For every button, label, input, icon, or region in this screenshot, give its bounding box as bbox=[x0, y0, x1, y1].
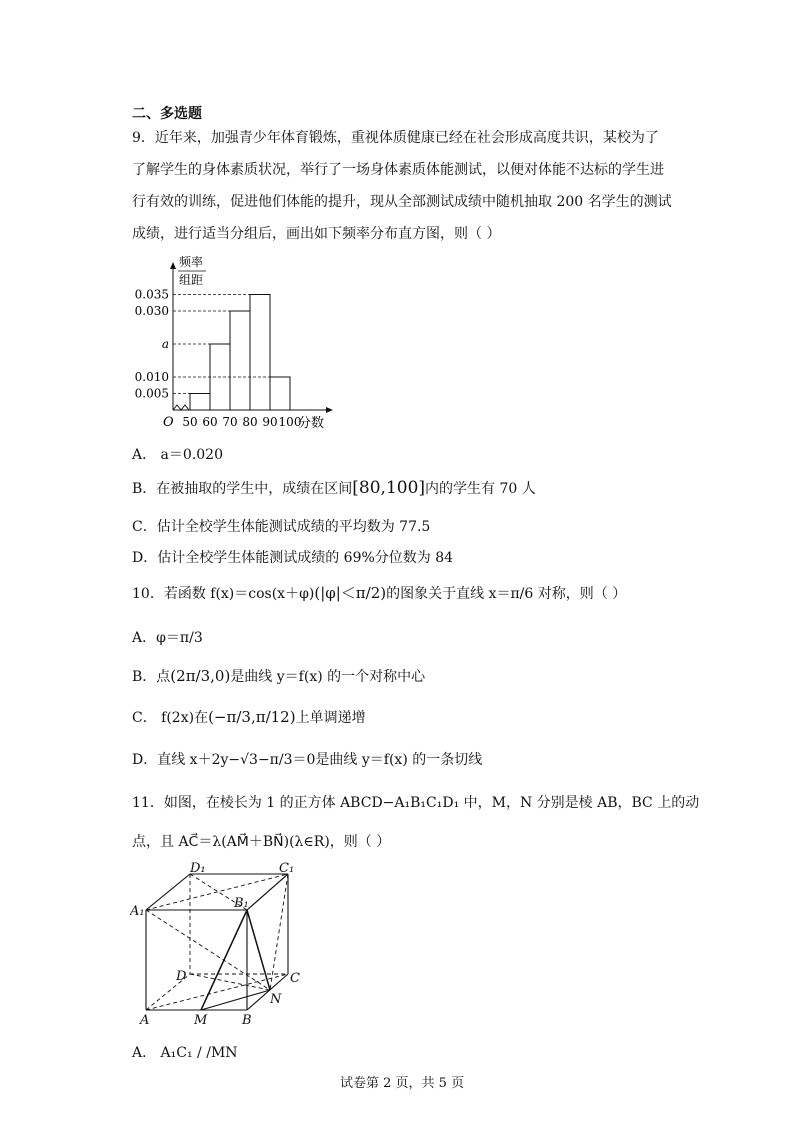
y-axis-label-top: 频率 bbox=[179, 255, 204, 269]
section-title: 二、多选题 bbox=[132, 106, 202, 122]
x-tick-label: 60 bbox=[202, 415, 218, 429]
y-axis-label-bottom: 组距 bbox=[179, 273, 204, 287]
q10-option-c-text: C． f(2x)在 bbox=[132, 710, 209, 726]
q9-line-3: 行有效的训练，促进他们体能的提升，现从全部测试成绩中随机抽取 200 名学生的测试 bbox=[132, 194, 672, 210]
y-tick-label: 0.005 bbox=[134, 386, 169, 401]
label-b1: B₁ bbox=[234, 896, 249, 911]
page-footer: 试卷第 2 页，共 5 页 bbox=[340, 1076, 465, 1091]
q9-line-1: 9．近年来，加强青少年体育锻炼，重视体质健康已经在社会形成高度共识，某校为了 bbox=[132, 130, 659, 146]
cube-diagram bbox=[130, 862, 310, 1027]
x-tick-label: 90 bbox=[262, 415, 278, 429]
y-tick-label: 0.035 bbox=[134, 287, 169, 302]
x-axis-label: 分数 bbox=[298, 416, 325, 431]
q10-stem-func: 10．若函数 f(x)＝cos(x＋φ) bbox=[132, 586, 315, 602]
q10-stem-tail: 的图象关于直线 x＝π/6 对称，则（ ） bbox=[386, 586, 627, 602]
q11-line-2: 点，且 AC⃗＝λ(AM⃗＋BN⃗)(λ∈R)，则（ ） bbox=[132, 834, 391, 850]
q9-option-a: A． a＝0.020 bbox=[132, 447, 223, 463]
q9-option-d: D．估计全校学生体能测试成绩的 69%分位数为 84 bbox=[132, 550, 454, 566]
q10-option-d-line: D．直线 x＋2y−√3−π/3＝0 bbox=[132, 752, 316, 768]
histogram-bar bbox=[230, 311, 250, 410]
q9-line-2: 了解学生的身体素质状况，举行了一场身体素质体能测试，以便对体能不达标的学生进 bbox=[132, 162, 664, 178]
label-c: C bbox=[290, 971, 300, 986]
q10-stem-cond: (|φ|＜π/2) bbox=[314, 584, 387, 602]
y-tick-label: 0.030 bbox=[134, 304, 169, 318]
q11-option-a: A． A₁C₁ / /MN bbox=[132, 1045, 238, 1061]
origin-label: O bbox=[163, 415, 174, 430]
q9-option-c: C．估计全校学生体能测试成绩的平均数为 77.5 bbox=[132, 519, 431, 535]
q10-option-c-interval: (−π/3,π/12) bbox=[208, 708, 296, 726]
q10-stem bbox=[132, 582, 626, 603]
histogram-chart bbox=[125, 253, 355, 433]
histogram-bar bbox=[190, 394, 210, 411]
q10-option-b-point: (2π/3,0) bbox=[170, 667, 231, 685]
label-d1: D₁ bbox=[190, 862, 206, 876]
histogram-bar bbox=[270, 377, 290, 410]
x-tick-label: 70 bbox=[222, 415, 238, 429]
label-d: D bbox=[176, 969, 187, 984]
q10-option-c bbox=[132, 707, 366, 727]
label-m: M bbox=[194, 1013, 208, 1027]
label-a: A bbox=[140, 1013, 150, 1027]
q10-option-a: A．φ＝π/3 bbox=[132, 630, 203, 646]
histogram-bar bbox=[250, 295, 270, 411]
y-axis-arrow bbox=[170, 262, 176, 269]
label-c1: C₁ bbox=[279, 862, 295, 876]
q9-line-4: 成绩，进行适当分组后，画出如下频率分布直方图，则（ ） bbox=[132, 226, 501, 242]
q10-option-b-text: B．点 bbox=[132, 669, 171, 685]
q11-line-1: 11．如图，在棱长为 1 的正方体 ABCD−A₁B₁C₁D₁ 中，M，N 分别是棱 AB，BC 上的动 bbox=[132, 795, 700, 811]
x-tick-label: 100 bbox=[278, 415, 302, 429]
q9-option-b-text: B．在被抽取的学生中，成绩在区间 bbox=[132, 481, 353, 497]
axis-break bbox=[173, 405, 189, 410]
label-a1: A₁ bbox=[130, 904, 145, 919]
q10-option-d bbox=[132, 749, 482, 769]
q10-option-c-tail: 上单调递增 bbox=[295, 710, 366, 726]
x-axis-arrow bbox=[326, 407, 333, 413]
x-tick-label: 80 bbox=[242, 415, 258, 429]
q10-option-d-tail: 是曲线 y＝f(x) 的一条切线 bbox=[315, 752, 483, 768]
x-tick-label: 50 bbox=[182, 415, 198, 429]
q9-option-b bbox=[132, 478, 536, 498]
q10-option-b-tail: 是曲线 y＝f(x) 的一个对称中心 bbox=[230, 669, 426, 685]
label-b: B bbox=[242, 1013, 252, 1027]
label-n: N bbox=[270, 992, 282, 1007]
y-tick-label: a bbox=[161, 337, 169, 351]
q9-option-b-interval: [80,100] bbox=[352, 478, 426, 498]
q9-option-b-tail: 内的学生有 70 人 bbox=[425, 481, 536, 497]
y-tick-label: 0.010 bbox=[134, 370, 169, 384]
q10-option-b bbox=[132, 666, 425, 686]
